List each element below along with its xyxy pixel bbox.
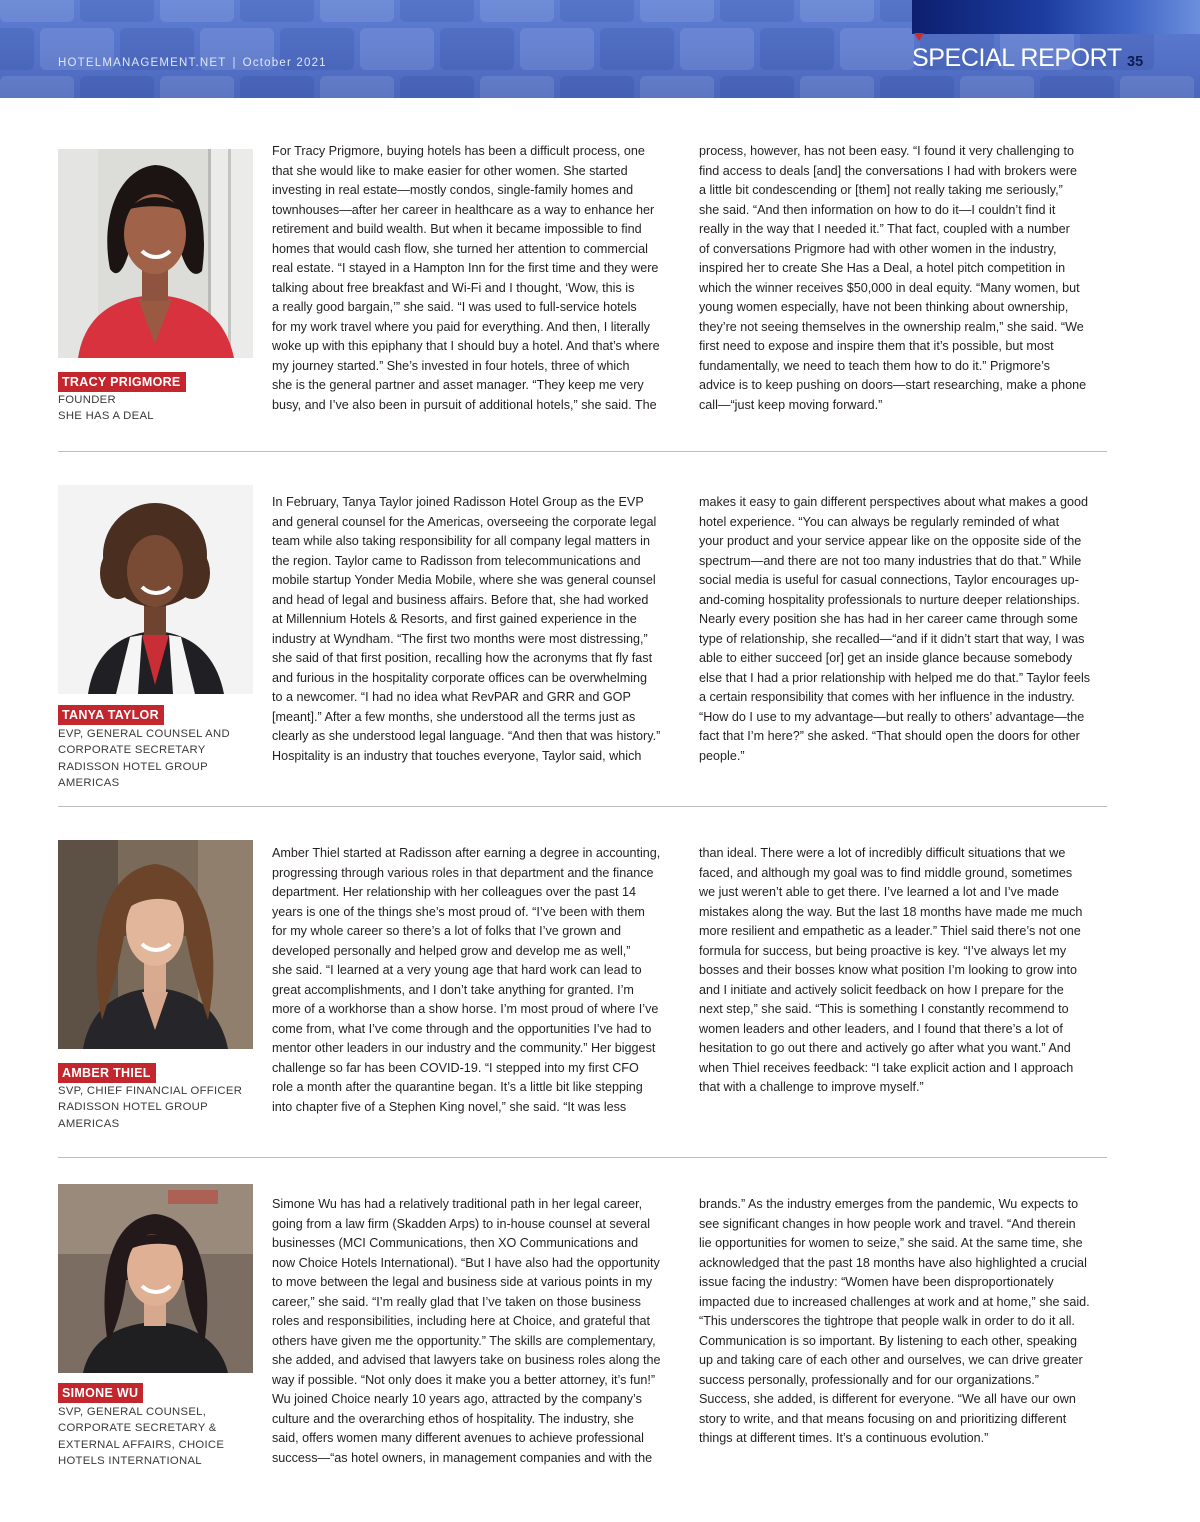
- issue-date: October 2021: [242, 57, 327, 69]
- header-pattern-tile: [240, 76, 314, 98]
- text-line: at Millennium Hotels & Resorts, and first gained experience in the: [272, 612, 637, 626]
- text-line: more resilient and empathetic as a leader.” Thiel said there’s not one: [699, 924, 1081, 938]
- text-line: a little bit condescending or [them] not really taking me seriously,”: [699, 183, 1063, 197]
- header-pattern-tile: [880, 76, 954, 98]
- header-pattern-tile: [480, 76, 554, 98]
- header-pattern-tile: [160, 76, 234, 98]
- text-line: call—“just keep moving forward.”: [699, 397, 883, 412]
- profile-name-tag: TRACY PRIGMORE: [58, 372, 186, 392]
- body-column-right: [699, 1195, 1111, 1449]
- text-line: role a month after the quarantine began. It’s a little bit like stepping: [272, 1080, 643, 1094]
- text-line: more of a workhorse than a show horse. I’m most proud of where I’ve: [272, 1002, 659, 1016]
- text-line: Hospitality is an industry that touches everyone, Taylor said, which: [272, 748, 642, 763]
- header-pattern-tile: [720, 0, 794, 22]
- text-line: others have given me the opportunity.” The skills are complementary,: [272, 1333, 656, 1348]
- header-pattern-tile: [640, 0, 714, 22]
- text-line: “How do I use to my advantage—but really to others’ advantage—the: [699, 709, 1085, 724]
- text-line: said, offers women many different avenues to achieve professional: [272, 1431, 644, 1445]
- text-line: issue facing the industry: “Women have been disproportionately: [699, 1275, 1054, 1289]
- header-red-marker: [914, 33, 924, 41]
- text-line: lie opportunities for women to seize,” she said. At the same time, she: [699, 1236, 1083, 1250]
- text-line: they’re not seeing themselves in the ownership realm,” she said. “We: [699, 319, 1084, 334]
- text-line: see significant changes in how people work and travel. “And therein: [699, 1216, 1076, 1231]
- header-pattern-tile: [640, 76, 714, 98]
- header-pattern-tile: [800, 76, 874, 98]
- text-line: acknowledged that the past 18 months have also highlighted a crucial: [699, 1255, 1087, 1270]
- profile-name-tag: AMBER THIEL: [58, 1063, 156, 1083]
- text-line: she said. “And then information on how to do it—I couldn’t find it: [699, 202, 1056, 217]
- text-line: and furious in the hospitality corporate offices can be overwhelming: [272, 670, 647, 685]
- text-line: she said. “I learned at a very young age that hard work can lead to: [272, 963, 642, 977]
- text-line: now Choice Hotels International). “But I have also had the opportunity: [272, 1255, 660, 1270]
- profile-title-line: HOTELS INTERNATIONAL: [58, 1454, 202, 1467]
- header-pattern-tile: [320, 76, 394, 98]
- text-line: years is one of the things she’s most proud of. “I’ve been with them: [272, 904, 645, 919]
- page-header: [0, 0, 1200, 98]
- body-column-left: [272, 142, 682, 415]
- text-line: process, however, has not been easy. “I found it very challenging to: [699, 144, 1075, 158]
- text-line: which the winner receives $50,000 in deal equity. “Many women, but: [699, 280, 1080, 295]
- text-line: she is the general partner and asset manager. “They keep me very: [272, 378, 644, 392]
- text-line: Nearly every position she has had in her career came through some: [699, 612, 1078, 626]
- text-line: that she would like to make easier for other women. She started: [272, 163, 628, 178]
- text-line: into chapter five of a Stephen King novel,” she said. “It was less: [272, 1099, 627, 1114]
- text-line: team while also taking responsibility for all company legal matters in: [272, 534, 650, 548]
- text-line: people.”: [699, 748, 745, 763]
- profile-title-line: RADISSON HOTEL GROUP: [58, 1101, 208, 1114]
- section-divider: [58, 1157, 1107, 1158]
- header-pattern-tile: [960, 76, 1034, 98]
- text-line: faced, and although my goal was to find middle ground, sometimes: [699, 865, 1073, 880]
- profile-title-block: [58, 726, 258, 791]
- profile-title-line: CORPORATE SECRETARY &: [58, 1422, 217, 1435]
- header-pattern-tile: [600, 28, 674, 70]
- text-line: Communication is so important. By listening to each other, speaking: [699, 1333, 1078, 1348]
- section-divider: [58, 806, 1107, 807]
- text-line: women leaders and other leaders, and I found that there’s a lot of: [699, 1021, 1063, 1036]
- text-line: spectrum—and there are not too many industries that do that.” While: [699, 553, 1082, 568]
- profile-name-tag: TANYA TAYLOR: [58, 705, 164, 725]
- text-line: and general counsel for the Americas, overseeing the corporate legal: [272, 514, 657, 529]
- profile-title-line: SVP, CHIEF FINANCIAL OFFICER: [58, 1085, 243, 1097]
- profile-title-line: EVP, GENERAL COUNSEL AND: [58, 728, 230, 740]
- text-line: “This underscores the tightrope that people walk in order to do it all.: [699, 1314, 1075, 1328]
- text-line: Amber Thiel started at Radisson after earning a degree in accounting,: [272, 846, 661, 860]
- publication-separator: |: [232, 57, 237, 69]
- text-line: hotel experience. “You can always be regularly reminded of what: [699, 514, 1060, 529]
- text-line: and head of legal and business affairs. Before that, she had worked: [272, 592, 649, 607]
- text-line: things at different times. It’s a continuous evolution.”: [699, 1431, 989, 1445]
- portrait-photo: [58, 149, 253, 358]
- header-pattern-tile: [160, 0, 234, 22]
- header-pattern-tile: [480, 0, 554, 22]
- header-pattern-tile: [840, 28, 914, 70]
- header-pattern-tile: [520, 28, 594, 70]
- text-line: inspired her to create She Has a Deal, a hotel pitch competition in: [699, 261, 1066, 275]
- profile-title-line: AMERICAS: [58, 776, 120, 789]
- portrait-photo: [58, 840, 253, 1049]
- header-pattern-tile: [1040, 76, 1114, 98]
- header-pattern-tile: [80, 0, 154, 22]
- text-line: else that I had a prior relationship with helped me do that.” Taylor feels: [699, 670, 1091, 685]
- profile-title-line: SHE HAS A DEAL: [58, 410, 154, 423]
- text-line: Success, she added, is different for everyone. “We all have our own: [699, 1392, 1076, 1406]
- text-line: real estate. “I stayed in a Hampton Inn for the first time and they were: [272, 261, 659, 275]
- text-line: investing in real estate—mostly condos, single-family homes and: [272, 183, 634, 197]
- body-column-right: [699, 142, 1111, 415]
- text-line: going from a law firm (Skadden Arps) to in-house counsel at several: [272, 1216, 650, 1231]
- text-line: advice is to keep pushing on doors—start researching, make a phone: [699, 378, 1087, 392]
- header-pattern-tile: [0, 28, 34, 70]
- text-line: up and taking care of each other and ourselves, we can drive greater: [699, 1353, 1083, 1367]
- text-line: makes it easy to gain different perspectives about what makes a good: [699, 495, 1088, 509]
- text-line: career,” she said. “I’m really glad that I’ve taken on those business: [272, 1294, 641, 1309]
- text-line: retirement and build wealth. But when it became impossible to find: [272, 222, 642, 236]
- text-line: Wu joined Choice nearly 10 years ago, attracted by the company’s: [272, 1392, 642, 1406]
- text-line: mentor other leaders in our industry and the community.” Her biggest: [272, 1041, 656, 1055]
- text-line: way if possible. “Not only does it make you a better attorney, it’s fun!”: [272, 1372, 656, 1387]
- text-line: busy, and I’ve also been in pursuit of additional hotels,” she said. The: [272, 397, 657, 412]
- text-line: young women especially, have not been thinking about ownership,: [699, 300, 1069, 314]
- body-column-right: [699, 493, 1111, 766]
- text-line: come from, what I’ve come through and the opportunities I’ve had to: [272, 1021, 652, 1036]
- header-pattern-tile: [240, 0, 314, 22]
- body-column-right: [699, 844, 1111, 1098]
- text-line: of conversations Prigmore had with other women in the industry,: [699, 241, 1057, 256]
- publication-line: [58, 57, 327, 69]
- page-number: 35: [1127, 54, 1144, 70]
- text-line: developed personally and helped grow and develop me as well,”: [272, 943, 631, 958]
- text-line: for my whole career so there’s a lot of folks that I’ve grown and: [272, 924, 622, 938]
- text-line: the region. Taylor came to Radisson from telecommunications and: [272, 553, 641, 568]
- text-line: a really good bargain,’” she said. “I was used to full-service hotels: [272, 300, 637, 314]
- text-line: progressing through various roles in that department and the finance: [272, 865, 654, 880]
- header-accent-bar: [912, 0, 1200, 34]
- text-line: brands.” As the industry emerges from the pandemic, Wu expects to: [699, 1197, 1079, 1211]
- text-line: story to write, and that means focusing on and prioritizing different: [699, 1411, 1067, 1426]
- header-pattern-tile: [560, 0, 634, 22]
- header-pattern-tile: [80, 76, 154, 98]
- text-line: she added, and advised that lawyers take on business roles along the: [272, 1353, 661, 1367]
- header-pattern-tile: [1120, 76, 1194, 98]
- section-title: SPECIAL REPORT: [912, 44, 1122, 72]
- text-line: formula for success, but being proactive is key. “I’ve always let my: [699, 943, 1067, 958]
- profile-title-line: RADISSON HOTEL GROUP: [58, 760, 208, 773]
- text-line: and I initiate and actively solicit feedback on how I prepare for the: [699, 982, 1064, 997]
- body-column-left: [272, 844, 682, 1117]
- header-pattern-tile: [680, 28, 754, 70]
- text-line: when Thiel receives feedback: “I take explicit action and I approach: [699, 1060, 1074, 1075]
- profile-name-tag: SIMONE WU: [58, 1383, 143, 1403]
- text-line: impacted due to increased challenges at work and at home,” she said.: [699, 1294, 1090, 1309]
- profile-title-line: SVP, GENERAL COUNSEL,: [58, 1406, 207, 1418]
- text-line: businesses (MCI Communications, then XO Communications and: [272, 1236, 639, 1250]
- profile-title-block: [58, 1083, 258, 1132]
- text-line: bosses and their bosses know what position I’m looking to grow into: [699, 963, 1078, 977]
- text-line: homes that would cash flow, she turned her attention to commercial: [272, 241, 648, 256]
- publication-name: HOTELMANAGEMENT.NET: [58, 57, 227, 69]
- header-pattern-tile: [400, 76, 474, 98]
- text-line: to a newcomer. “I had no idea what RevPAR and GRR and GOP: [272, 690, 631, 704]
- text-line: challenge so far has been COVID-19. “I stepped into my first CFO: [272, 1060, 639, 1075]
- profile-title-line: EXTERNAL AFFAIRS, CHOICE: [58, 1438, 225, 1451]
- profile-title-line: FOUNDER: [58, 394, 116, 406]
- text-line: for my work travel where you paid for everything. And then, I literally: [272, 319, 650, 334]
- text-line: roles and responsibilities, including here at Choice, and grateful that: [272, 1314, 651, 1328]
- text-line: than ideal. There were a lot of incredibly difficult situations that we: [699, 846, 1066, 860]
- text-line: next step,” she said. “This is something I constantly recommend to: [699, 1002, 1069, 1016]
- text-line: mobile startup Yonder Media Mobile, where she was general counsel: [272, 573, 656, 587]
- text-line: hesitation to go out there and actively go after what you want.” And: [699, 1041, 1071, 1055]
- text-line: success—“as hotel owners, in management companies and with the: [272, 1450, 653, 1465]
- text-line: my journey started.” She’s invested in four hotels, three of which: [272, 358, 630, 373]
- text-line: we just weren’t able to get there. I’ve learned a lot and I’ve made: [699, 885, 1059, 899]
- portrait-photo: [58, 1184, 253, 1393]
- text-line: For Tracy Prigmore, buying hotels has been a difficult process, one: [272, 144, 645, 158]
- text-line: and-coming hospitality professionals to nurture deeper relationships.: [699, 592, 1080, 607]
- text-line: social media is useful for casual connections, Taylor encourages up-: [699, 573, 1079, 587]
- text-line: mistakes along the way. But the last 18 months have made me much: [699, 904, 1083, 919]
- text-line: type of relationship, she recalled—“and if it didn’t start that way, I was: [699, 631, 1085, 646]
- text-line: clearly as she understood legal language. “And then that was history.”: [272, 729, 661, 743]
- text-line: talking about free breakfast and Wi-Fi and I thought, ‘Wow, this is: [272, 280, 635, 295]
- body-column-left: [272, 1195, 682, 1468]
- text-line: culture and the overarching ethos of hospitality. The industry, she: [272, 1411, 634, 1426]
- header-pattern-tile: [0, 0, 74, 22]
- text-line: In February, Tanya Taylor joined Radisson Hotel Group as the EVP: [272, 495, 644, 509]
- text-line: a certain responsibility that comes with her influence in the industry.: [699, 690, 1075, 704]
- profile-title-block: [58, 1404, 258, 1469]
- text-line: fundamentally, we need to teach them how to do it.” Prigmore’s: [699, 358, 1050, 373]
- text-line: woke up with this epiphany that I should buy a hotel. And that’s where: [272, 339, 660, 353]
- header-pattern-tile: [760, 28, 834, 70]
- text-line: industry at Wyndham. “The first two months were most distressing,”: [272, 631, 648, 646]
- portrait-photo: [58, 485, 253, 694]
- text-line: to move between the legal and business side at various points in my: [272, 1275, 653, 1289]
- text-line: Simone Wu has had a relatively traditional path in her legal career,: [272, 1197, 643, 1211]
- section-divider: [58, 451, 1107, 452]
- text-line: able to either succeed [or] get an inside glance because somebody: [699, 651, 1073, 665]
- text-line: townhouses—after her career in healthcare as a way to enhance her: [272, 202, 655, 217]
- header-pattern-tile: [0, 76, 74, 98]
- text-line: [meant].” After a few months, she understood all the terms just as: [272, 709, 636, 724]
- profile-title-block: [58, 392, 258, 425]
- header-pattern-tile: [400, 0, 474, 22]
- header-pattern-tile: [720, 76, 794, 98]
- text-line: your product and your service appear like on the opposite side of the: [699, 534, 1082, 548]
- profile-title-line: AMERICAS: [58, 1117, 120, 1130]
- text-line: success personally, professionally and for our organizations.”: [699, 1372, 1039, 1387]
- text-line: great accomplishments, and I don’t take anything for granted. I’m: [272, 982, 634, 997]
- body-column-left: [272, 493, 682, 766]
- text-line: first need to expose and inspire them that it’s possible, but most: [699, 339, 1054, 353]
- text-line: she said of that first position, recalling how the acronyms that fly fast: [272, 651, 653, 665]
- header-pattern-tile: [360, 28, 434, 70]
- header-pattern-tile: [320, 0, 394, 22]
- header-pattern-tile: [560, 76, 634, 98]
- text-line: really in the way that I needed it.” That fact, coupled with a number: [699, 222, 1070, 236]
- text-line: fact that I’m here?” she asked. “That should open the doors for other: [699, 729, 1080, 743]
- text-line: department. Her relationship with her colleagues over the past 14: [272, 885, 637, 899]
- header-pattern-tile: [800, 0, 874, 22]
- profile-title-line: CORPORATE SECRETARY: [58, 744, 206, 757]
- text-line: find access to deals [and] the conversations I had with brokers were: [699, 163, 1078, 178]
- text-line: that with a challenge to improve myself.”: [699, 1080, 924, 1094]
- header-pattern-tile: [440, 28, 514, 70]
